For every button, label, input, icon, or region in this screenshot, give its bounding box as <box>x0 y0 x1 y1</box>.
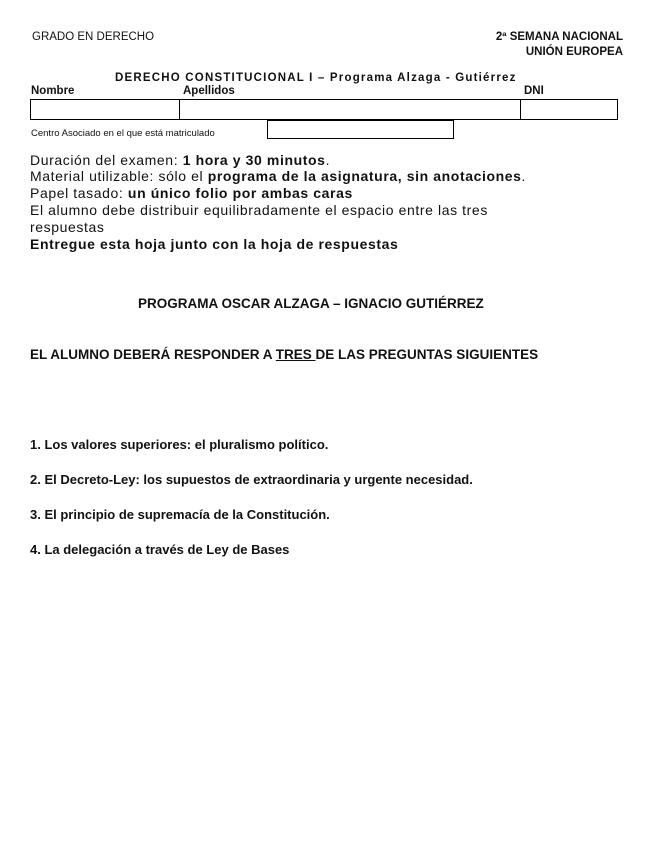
distribute-line-2: respuestas <box>30 219 105 235</box>
directive-prefix: EL ALUMNO DEBERÁ RESPONDER A <box>30 347 276 362</box>
centro-field[interactable] <box>267 120 454 139</box>
duration-suffix: . <box>325 152 331 168</box>
degree-name: GRADO EN DERECHO <box>32 31 155 43</box>
paper-prefix: Papel tasado: <box>30 185 128 201</box>
centro-label: Centro Asociado en el que está matriculado <box>31 128 215 139</box>
exam-session: 2ª SEMANA NACIONAL <box>495 31 623 43</box>
nombre-field[interactable] <box>30 99 180 120</box>
duration-value: 1 hora y 30 minutos <box>182 152 326 168</box>
question-3: 3. El principio de supremacía de la Constitución. <box>30 507 330 522</box>
question-1: 1. Los valores superiores: el pluralismo político. <box>30 437 329 452</box>
answer-directive <box>30 347 538 362</box>
directive-underlined: TRES <box>275 347 316 362</box>
apellidos-label: Apellidos <box>183 85 235 97</box>
exam-region: UNIÓN EUROPEA <box>525 46 623 58</box>
duration-line <box>30 152 330 168</box>
material-prefix: Material utilizable: sólo el <box>30 168 208 184</box>
distribute-line-1: El alumno debe distribuir equilibradamente el espacio entre las tres <box>30 202 488 218</box>
material-suffix: . <box>521 168 527 184</box>
nombre-label: Nombre <box>31 85 75 97</box>
course-title: DERECHO CONSTITUCIONAL I – Programa Alzaga - Gutiérrez <box>115 72 517 84</box>
directive-suffix: DE LAS PREGUNTAS SIGUIENTES <box>315 347 539 362</box>
material-value: programa de la asignatura, sin anotaciones <box>207 168 522 184</box>
dni-field[interactable] <box>520 99 618 120</box>
apellidos-field[interactable] <box>179 99 521 120</box>
question-2: 2. El Decreto-Ley: los supuestos de extraordinaria y urgente necesidad. <box>30 472 473 487</box>
duration-prefix: Duración del examen: <box>30 152 183 168</box>
deliver-line: Entregue esta hoja junto con la hoja de respuestas <box>30 236 399 252</box>
paper-value: un único folio por ambas caras <box>127 185 353 201</box>
material-line <box>30 168 526 184</box>
question-4: 4. La delegación a través de Ley de Bases <box>30 542 290 557</box>
dni-label: DNI <box>524 85 544 97</box>
program-title: PROGRAMA OSCAR ALZAGA – IGNACIO GUTIÉRREZ <box>138 296 484 311</box>
paper-line <box>30 185 353 201</box>
